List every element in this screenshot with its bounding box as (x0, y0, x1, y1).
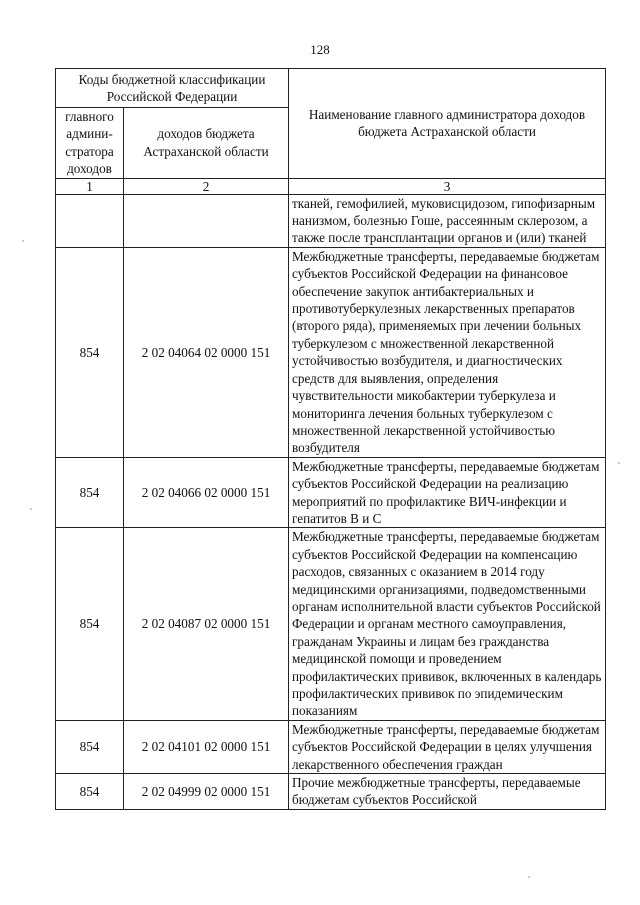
header-name-column: Наименование главного администратора доходов бюджета Астраханской области (289, 69, 606, 179)
header-income-column: доходов бюджета Астраханской области (124, 108, 289, 179)
scan-speck (618, 462, 620, 464)
income-code: 2 02 04087 02 0000 151 (124, 528, 289, 720)
admin-code: 854 (56, 774, 124, 810)
column-number-1: 1 (56, 178, 124, 194)
column-number-row (56, 178, 606, 194)
income-code: 2 02 04064 02 0000 151 (124, 247, 289, 457)
table-row (56, 720, 606, 773)
admin-code (56, 194, 124, 247)
admin-code: 854 (56, 247, 124, 457)
column-number-2: 2 (124, 178, 289, 194)
income-code: 2 02 04999 02 0000 151 (124, 774, 289, 810)
scan-speck (528, 876, 530, 878)
header-row (56, 69, 606, 108)
table-row (56, 457, 606, 528)
page-number: 128 (310, 42, 330, 57)
admin-code: 854 (56, 528, 124, 720)
row-description: Межбюджетные трансферты, передаваемые бюджетам субъектов Российской Федерации в целях улучшения лекарственного обеспечения граждан (289, 720, 606, 773)
income-code (124, 194, 289, 247)
column-number-3: 3 (289, 178, 606, 194)
row-description: тканей, гемофилией, муковисцидозом, гипофизарным нанизмом, болезнью Гоше, рассеянным склерозом, а также после трансплантации органов и (или) тканей (289, 194, 606, 247)
row-description: Межбюджетные трансферты, передаваемые бюджетам субъектов Российской Федерации на компенсацию расходов, связанных с оказанием в 2014 году медицинскими организациями, подведомственными органам исполнительной власти субъектов Российской Федерации и органам местного самоуправления, гражданам Украины и лицам без гражданства медицинской помощи и проведением профилактических прививок, включенных в календарь профилактических прививок по эпидемическим показаниям (289, 528, 606, 720)
table-row (56, 194, 606, 247)
scan-speck (22, 240, 24, 242)
scan-speck (30, 508, 32, 510)
row-description: Межбюджетные трансферты, передаваемые бюджетам субъектов Российской Федерации на финансовое обеспечение закупок антибактериальных и противотуберкулезных лекарственных препаратов (второго ряда), применяемых при лечении больных туберкулезом с множественной лекарственной устойчивостью возбудителя, и диагностических средств для выявления, определения чувствительности микобактерии туберкулеза и мониторинга лечения больных туберкулезом с множественной лекарственной устойчивостью возбудителя (289, 247, 606, 457)
row-description: Прочие межбюджетные трансферты, передаваемые бюджетам субъектов Российской (289, 774, 606, 810)
income-code: 2 02 04101 02 0000 151 (124, 720, 289, 773)
row-description: Межбюджетные трансферты, передаваемые бюджетам субъектов Российской Федерации на реализацию мероприятий по профилактике ВИЧ-инфекции и гепатитов B и C (289, 457, 606, 528)
admin-code: 854 (56, 457, 124, 528)
table-row (56, 528, 606, 720)
table-row (56, 247, 606, 457)
admin-code: 854 (56, 720, 124, 773)
budget-classification-table (55, 68, 606, 810)
income-code: 2 02 04066 02 0000 151 (124, 457, 289, 528)
table-row (56, 774, 606, 810)
header-group-title: Коды бюджетной классификации Российской Федерации (56, 69, 289, 108)
header-admin-column: главного админи-стратора доходов (56, 108, 124, 179)
